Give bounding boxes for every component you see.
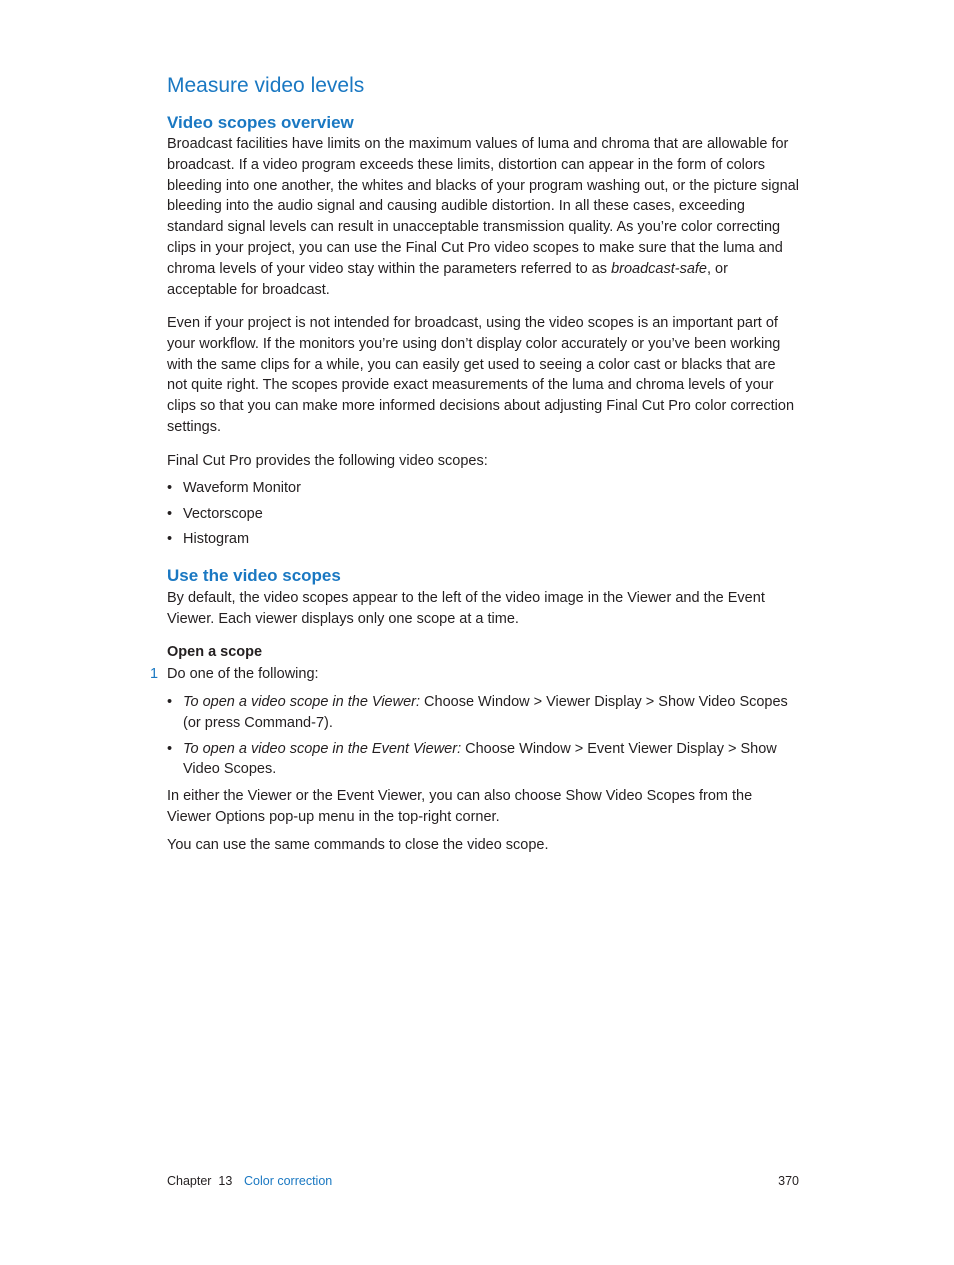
list-item — [167, 478, 799, 504]
bullet-glyph: • — [167, 740, 173, 757]
step-text: Do one of the following: — [167, 666, 319, 682]
option-text: Choose Window > Viewer Display > Show Video Scopes (or press Command-7). — [183, 694, 788, 731]
term-broadcast-safe: broadcast-safe — [611, 260, 707, 277]
footer-chapter-link[interactable]: Color correction — [244, 1174, 333, 1188]
paragraph-close-scope: You can use the same commands to close the video scope. — [167, 837, 549, 853]
footer-chapter-label: Chapter 13 — [167, 1174, 233, 1188]
option-text: Choose Window > Event Viewer Display > Show Video Scopes. — [183, 740, 777, 778]
section-heading-video-scopes-overview: Video scopes overview — [167, 113, 354, 132]
paragraph-default-scopes: By default, the video scopes appear to the left of the video image in the Viewer and the Event Viewer. Each viewer displays only one scope at a time. — [167, 590, 765, 627]
list-item-text: Vectorscope — [183, 505, 263, 522]
option-lead: To open a video scope in the Viewer: — [183, 694, 420, 710]
task-title: Open a scope — [167, 644, 263, 660]
bullet-glyph: • — [167, 694, 173, 710]
paragraph-broadcast-limits — [167, 134, 799, 300]
page-title: Measure video levels — [167, 74, 365, 97]
paragraph-scopes-intro: Final Cut Pro provides the following video scopes: — [167, 453, 488, 469]
bullet-glyph: • — [167, 480, 173, 496]
options-list — [167, 692, 799, 780]
bullet-glyph: • — [167, 531, 173, 547]
paragraph-text: Broadcast facilities have limits on the maximum values of luma and chroma that are allowable for broadcast. If a video program exceeds these limits, distortion can appear in the form of colors bleeding into one another, the whites and blacks of your program washing out, or the picture signal bleeding into the audio signal and causing audible distortion. In all these cases, exceeding standard signal levels can result in unacceptable transmission quality. As you’re color correcting clips in your project, you can use the Final Cut Pro video scopes to make sure that the luma and chroma levels of your video stay within the parameters referred to as — [167, 136, 799, 277]
page-number: 370 — [778, 1174, 799, 1188]
step-number: 1 — [150, 666, 159, 682]
paragraph-workflow: Even if your project is not intended for broadcast, using the video scopes is an important part of your workflow. If the monitors you’re using don’t display color accurately or you’ve been working with the same clips for a while, you can easily get used to seeing a color cast or blacks that are not quite right. The scopes provide exact measurements of the luma and chroma levels of your clips so that you can make more informed decisions about adjusting Final Cut Pro color correction settings. — [167, 315, 795, 435]
paragraph-text-end: , or acceptable for broadcast. — [167, 260, 728, 298]
list-item — [167, 529, 799, 555]
list-item — [167, 504, 799, 530]
option-lead: To open a video scope in the Event Viewer: — [183, 740, 462, 757]
paragraph-viewer-options: In either the Viewer or the Event Viewer, you can also choose Show Video Scopes from the Viewer Options pop-up menu in the top-right corner. — [167, 788, 753, 825]
list-item — [167, 739, 799, 781]
step-1 — [150, 664, 799, 685]
list-item-text: Histogram — [183, 531, 250, 547]
bullet-glyph: • — [167, 505, 173, 522]
scopes-list — [167, 478, 799, 555]
list-item — [167, 692, 799, 734]
list-item-text: Waveform Monitor — [183, 480, 301, 496]
section-heading-use-video-scopes: Use the video scopes — [167, 566, 341, 585]
